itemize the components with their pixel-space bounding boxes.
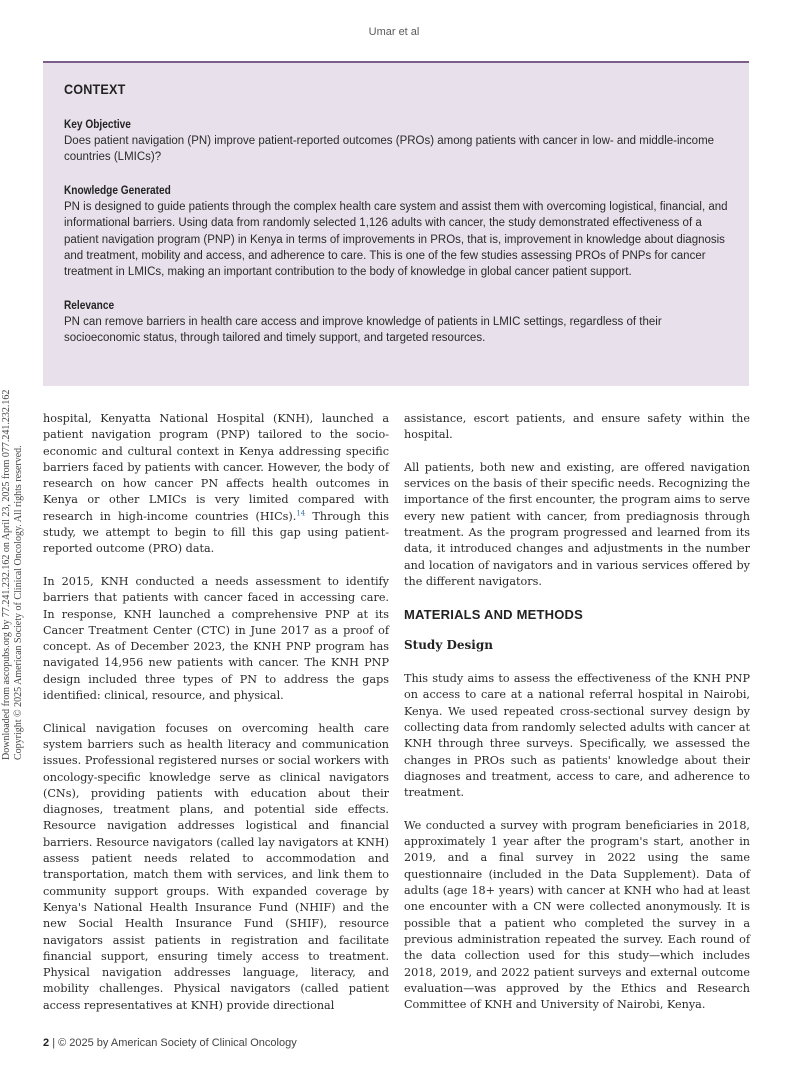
context-title: CONTEXT [64, 81, 126, 97]
navigation-services-paragraph: All patients, both new and existing, are offered navigation services on the basis of their specific needs. Recognizing the importance of the first encounter, the program aims to serve every new patient with cancer, from prediagnosis through treatment. As the program progressed and learned from its data, it introduced changes and adjustments in the number and location of navigators and in various services offered by the different navigators. [404, 460, 750, 588]
relevance-heading: Relevance [64, 299, 115, 312]
key-objective-heading: Key Objective [64, 119, 131, 131]
relevance-text: PN can remove barriers in health care access and improve knowledge of patients in LMIC settings, regardless of their socioeconomic status, through tailored and timely support, and targeted resources. [64, 315, 662, 345]
study-aim-paragraph: This study aims to assess the effectiveness of the KNH PNP on access to care at a national referral hospital in Nairobi, Kenya. We used repeated cross-sectional survey design by collecting data from randomly selected adults with cancer at KNH through three surveys. Specifically, we assessed the changes in PROs such as patients' knowledge about their diagnoses and treatment, access to care, and adherence to treatment. [404, 672, 750, 800]
right-column [404, 411, 750, 1030]
intro-text: hospital, Kenyatta National Hospital (KNH), launched a patient navigation program (PNP) tailored to the socio-economic and cultural context in Kenya addressing specific barriers faced by patients with cancer. However, the body of research on how cancer PN affects health outcomes in Kenya or other LMICs is very limited compared with research in high-income countries (HICs). [43, 412, 389, 523]
section-title-methods: MATERIALS AND METHODS [404, 606, 583, 622]
sidebar-download-line: Downloaded from ascopubs.org by 77.241.232.162 on April 23, 2025 from 077.241.232.162 [1, 389, 12, 760]
page-number: 2 [43, 1037, 50, 1049]
needs-assessment-paragraph: In 2015, KNH conducted a needs assessment to identify barriers that patients with cancer faced in accessing care. In response, KNH launched a comprehensive PNP at its Cancer Treatment Center (CTC) in June 2017 as a proof of concept. As of December 2023, the KNH PNP program has navigated 14,956 new patients with cancer. The KNH PNP design included three types of PN to address the gaps identified: clinical, resource, and physical. [43, 574, 389, 703]
intro-paragraph [43, 411, 389, 558]
context-box [43, 61, 749, 386]
left-column [43, 411, 389, 1030]
clinical-navigation-paragraph: Clinical navigation focuses on overcoming health care system barriers such as health literacy and communication issues. Professional registered nurses or social workers with oncology-specific knowledge serve as clinical navigators (CNs), providing patients with education about their diagnoses, treatment plans, and potential side effects. Resource navigation addresses logistical and financial barriers. Resource navigators (called lay navigators at KNH) assess patient needs related to accommodation and transportation, match them with services, and link them to community support groups. With expanded coverage by Kenya's National Health Insurance Fund (NHIF) and the new Social Health Insurance Fund (SHIF), resource navigators assist patients in registration and facilitate financial support, ensuring timely access to treatment. Physical navigation addresses language, literacy, and mobility challenges. Physical navigators (called patient access representatives at KNH) provide directional [43, 721, 389, 1012]
assistance-paragraph: assistance, escort patients, and ensure safety within the hospital. [404, 412, 750, 442]
survey-paragraph: We conducted a survey with program beneficiaries in 2018, approximately 1 year after the program's start, another in 2019, and a final survey in 2022 using the same questionnaire (included in the Data Supplement). Data of adults (age 18+ years) with cancer at KNH who had at least one encounter with a CN were collected anonymously. It is possible that a patient who completed the survey in a previous administration repeated the survey. Each round of the data collection used for this study—which includes 2018, 2019, and 2022 patient surveys and external outcome evaluation—was approved by the Ethics and Research Committee of KNH and University of Nairobi, Kenya. [404, 818, 750, 1012]
running-head: Umar et al [368, 26, 420, 38]
reference-link[interactable]: 14 [296, 509, 306, 518]
knowledge-generated-heading: Knowledge Generated [64, 184, 171, 197]
intro-text-continued: Through this study, we attempt to begin to fill this gap using patient-reported outcome (PRO) data. [43, 509, 389, 556]
subsection-title-study-design: Study Design [404, 637, 493, 652]
footer-copyright: © 2025 by American Society of Clinical Oncology [58, 1037, 297, 1049]
knowledge-generated-text: PN is designed to guide patients through the complex health care system and assist them with overcoming logistical, financial, and informational barriers. Using data from randomly selected 1,126 adults with cancer, the study demonstrated effectiveness of a patient navigation program (PNP) in Kenya in terms of improvements in PROs, that is, improvement in knowledge about diagnosis and treatment, mobility and access, and adherence to care. This is one of the few studies assessing PROs of PNPs for cancer treatment in LMICs, making an important contribution to the body of knowledge in global cancer patient support. [64, 200, 728, 279]
footer-separator: | [52, 1037, 56, 1049]
key-objective-text: Does patient navigation (PN) improve patient-reported outcomes (PROs) among patients with cancer in low- and middle-income countries (LMICs)? [64, 135, 715, 164]
download-sidebar-note [0, 340, 39, 760]
page-footer [43, 1037, 297, 1049]
sidebar-copyright-line: Copyright © 2025 American Society of Clinical Oncology. All rights reserved. [13, 445, 24, 760]
